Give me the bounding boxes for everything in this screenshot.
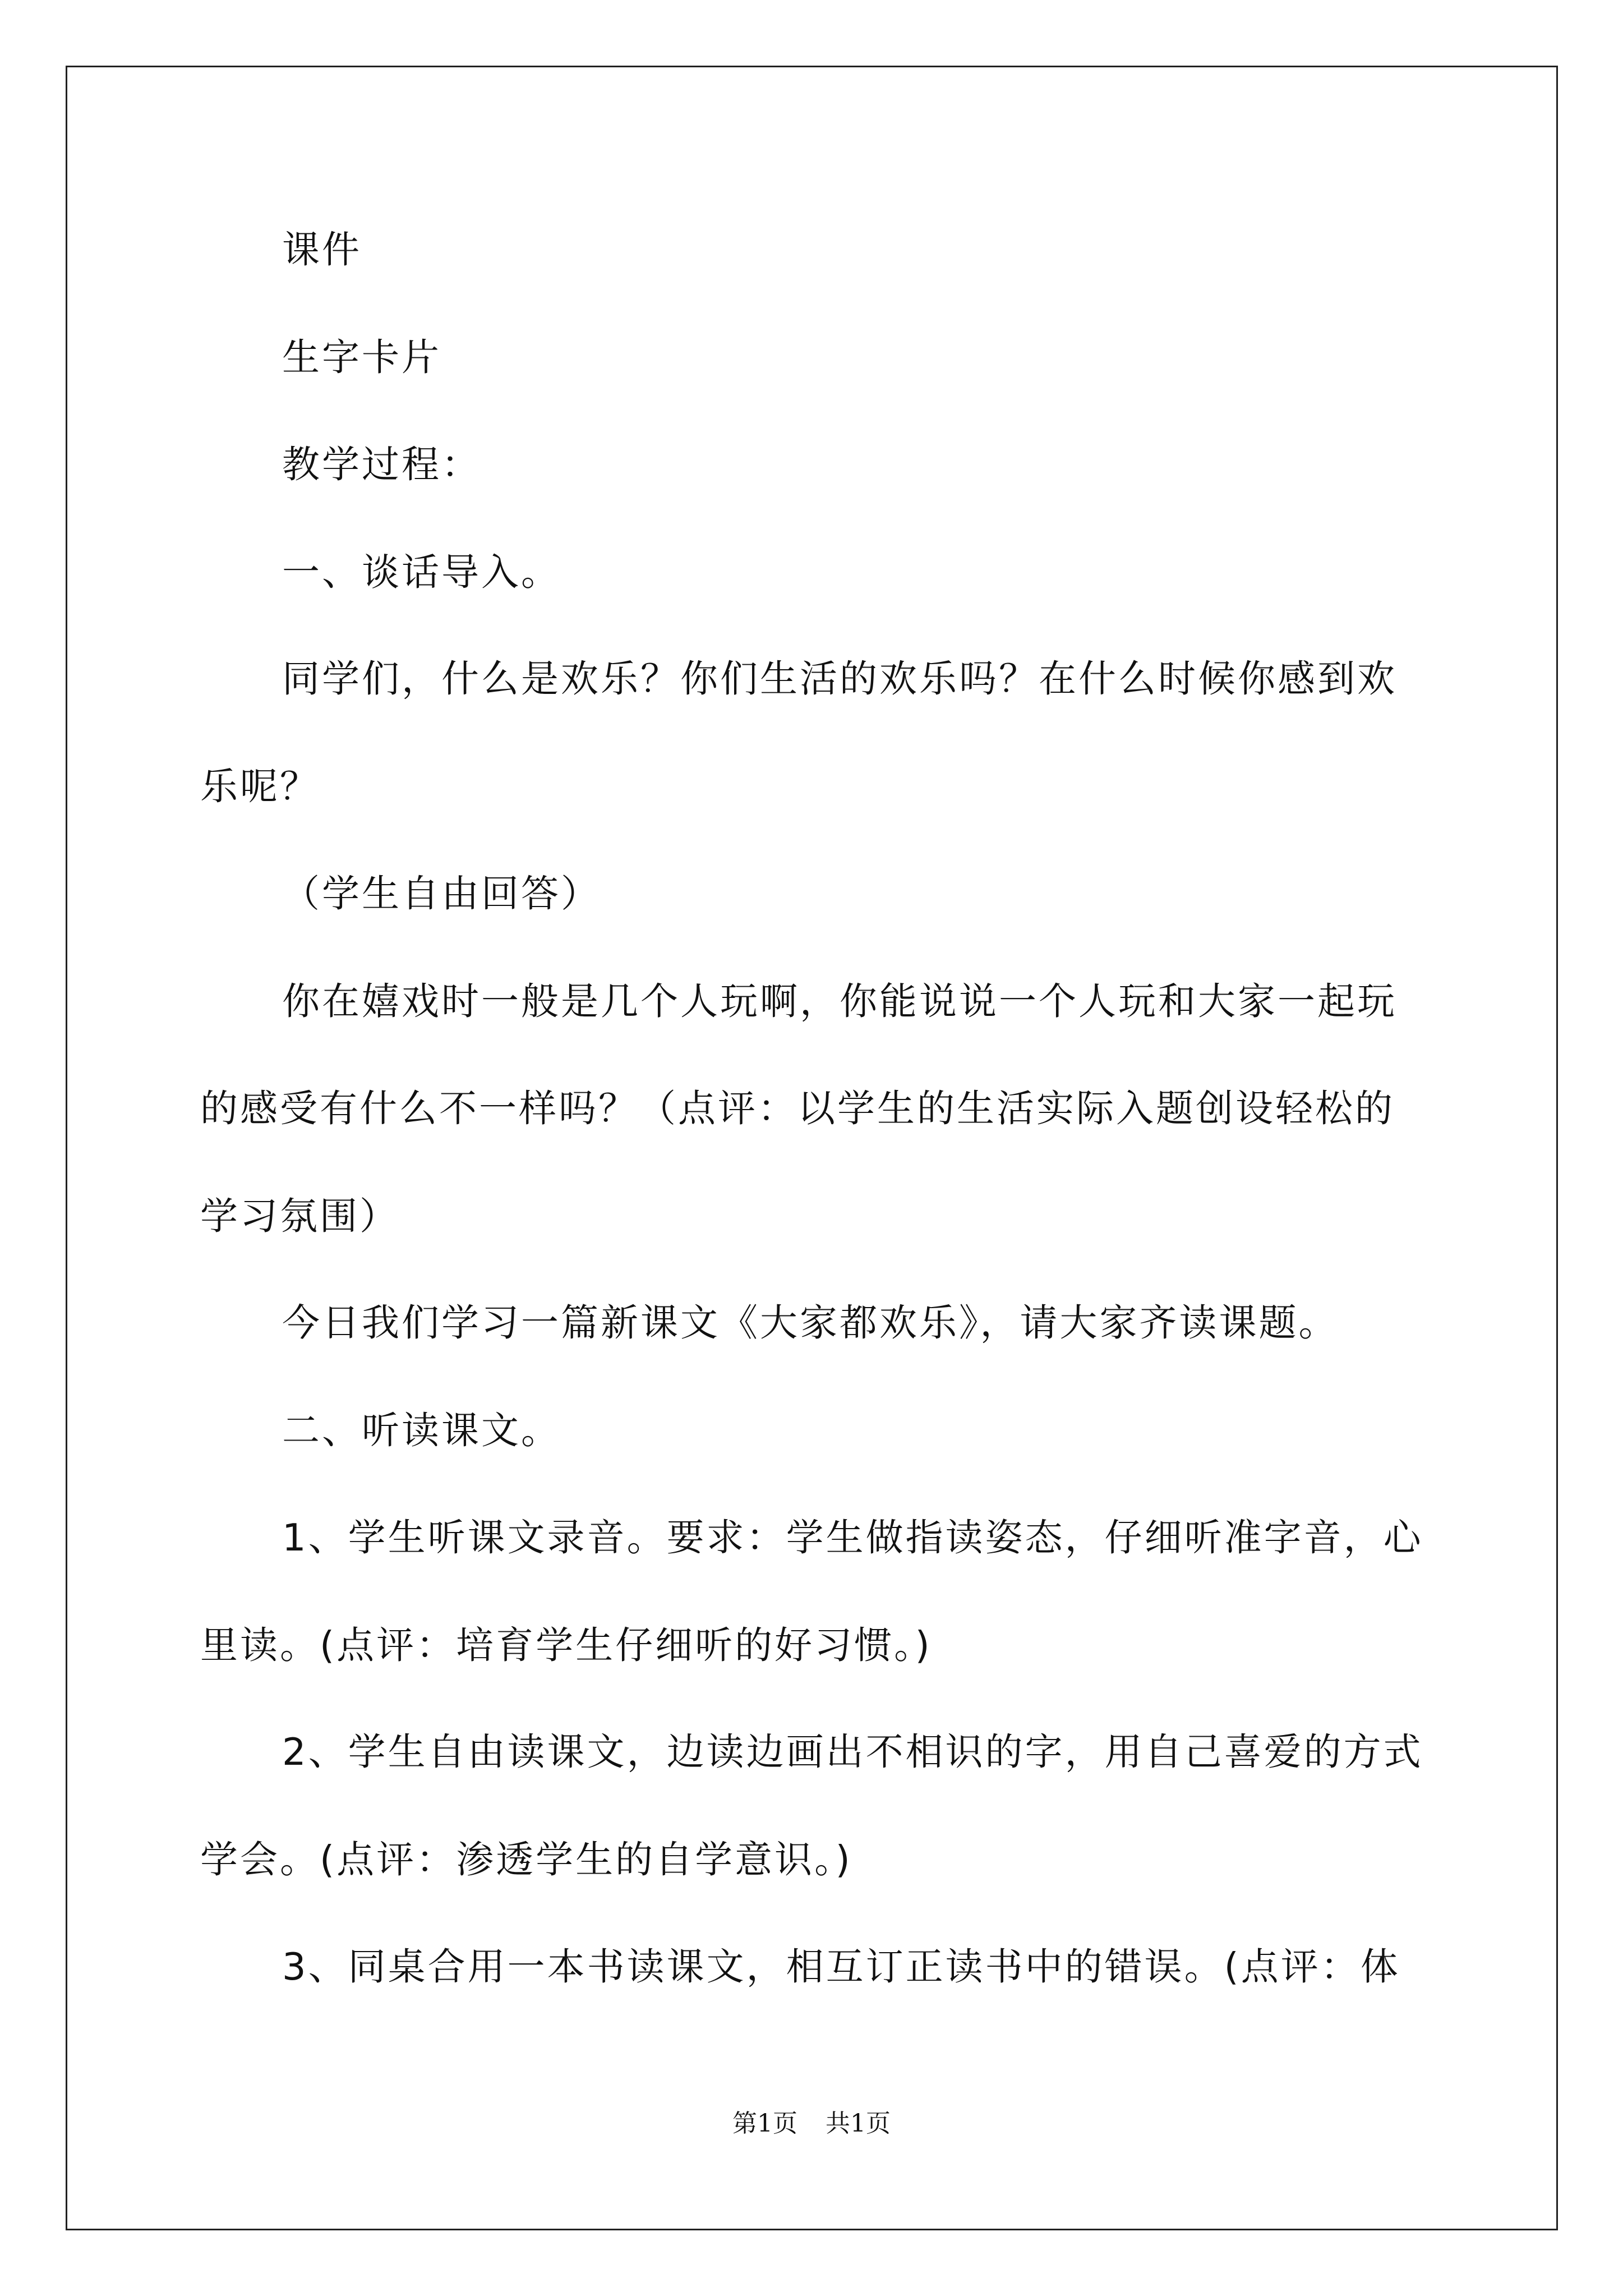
section-heading: 教学过程： <box>282 443 481 486</box>
page-total: 共1页 <box>826 2109 891 2138</box>
page-number: 第1页 <box>732 2109 797 2138</box>
section-heading: 一、谈话导入。 <box>282 550 561 594</box>
paragraph-line: 你在嬉戏时一般是几个人玩啊，你能说说一个人玩和大家一起玩 <box>282 979 1397 1023</box>
paragraph-line: 3、同桌合用一本书读课文，相互订正读书中的错误。(点评：体 <box>282 1945 1400 1989</box>
paragraph-line: 学会。(点评：渗透学生的自学意识。) <box>200 1838 852 1881</box>
paragraph-line: 1、学生听课文录音。要求：学生做指读姿态，仔细听准字音，心 <box>282 1516 1423 1559</box>
paragraph-line: 里读。(点评：培育学生仔细听的好习惯。) <box>200 1623 932 1667</box>
text-line: 生字卡片 <box>282 335 441 379</box>
paragraph-line: 今日我们学习一篇新课文《大家都欢乐》，请大家齐读课题。 <box>282 1301 1339 1345</box>
paragraph-line: 2、学生自由读课文，边读边画出不相识的字，用自己喜爱的方式 <box>282 1730 1423 1774</box>
paragraph-line: 乐呢？ <box>200 765 320 808</box>
paragraph-line: 同学们，什么是欢乐？你们生活的欢乐吗？在什么时候你感到欢 <box>282 657 1397 701</box>
paragraph-line: （学生自由回答） <box>282 872 601 915</box>
page-footer <box>0 2108 1623 2139</box>
section-heading: 二、听读课文。 <box>282 1409 561 1452</box>
paragraph-line: 学习氛围） <box>200 1194 399 1238</box>
paragraph-line: 的感受有什么不一样吗？（点评：以学生的生活实际入题创设轻松的 <box>200 1087 1395 1130</box>
text-line: 课件 <box>282 228 362 272</box>
page-border <box>66 66 1558 2230</box>
